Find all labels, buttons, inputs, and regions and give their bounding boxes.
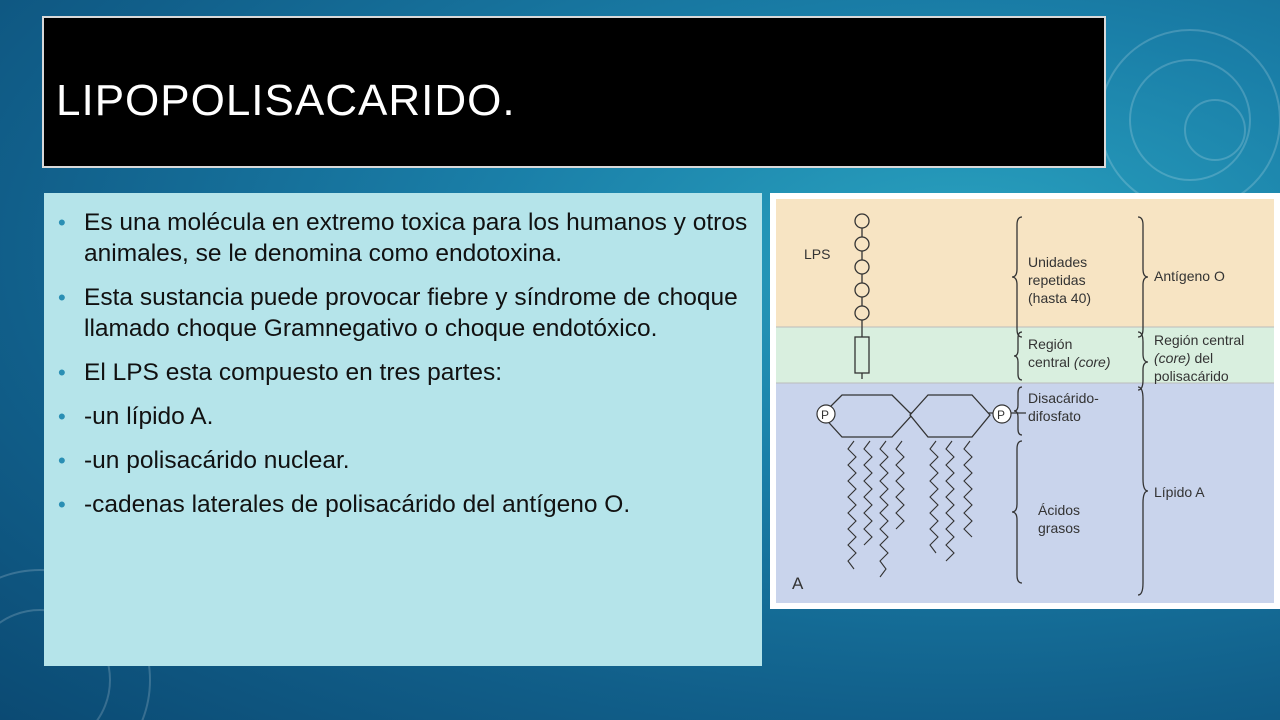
label-disacarido-1: Disacárido- xyxy=(1028,390,1099,406)
bullet-dot-icon: • xyxy=(58,360,66,385)
label-acidos-1: Ácidos xyxy=(1038,502,1081,518)
bullet-text: -un polisacárido nuclear. xyxy=(84,447,350,474)
lps-label: LPS xyxy=(804,246,831,262)
bullet-item xyxy=(56,357,756,388)
label-disacarido-2: difosfato xyxy=(1028,408,1081,424)
lps-diagram xyxy=(776,199,1274,603)
phosphate-left-label: P xyxy=(821,408,830,422)
bullet-text: Es una molécula en extremo toxica para los humanos y otros animales, se le denomina como endotoxina. xyxy=(84,209,748,267)
lps-figure xyxy=(770,193,1280,609)
bullet-text: -un lípido A. xyxy=(84,403,214,430)
label-region-central-1: Región central xyxy=(1154,332,1245,348)
phosphate-right-label: P xyxy=(997,408,1006,422)
label-lipido: Lípido A xyxy=(1154,484,1205,500)
bullet-dot-icon: • xyxy=(58,404,66,429)
label-region-central-3: polisacárido xyxy=(1154,368,1229,384)
bullet-item xyxy=(56,445,756,476)
label-region-2: central (core) xyxy=(1028,354,1111,370)
content-box xyxy=(44,193,762,666)
bullet-item xyxy=(56,282,756,344)
bullet-text: Esta sustancia puede provocar fiebre y síndrome de choque llamado choque Gramnegativo o choque endotóxico. xyxy=(84,284,738,342)
bullet-dot-icon: • xyxy=(58,448,66,473)
bullet-item xyxy=(56,207,756,269)
label-region-central-2: (core) del xyxy=(1154,350,1214,366)
bullet-text: -cadenas laterales de polisacárido del antígeno O. xyxy=(84,491,631,518)
label-region-1: Región xyxy=(1028,336,1073,352)
bullet-dot-icon: • xyxy=(58,492,66,517)
bullet-item xyxy=(56,401,756,432)
slide-title: LIPOPOLISACARIDO. xyxy=(56,76,516,125)
title-box xyxy=(42,16,1106,168)
label-unidades-2: repetidas xyxy=(1028,272,1086,288)
bullet-list xyxy=(56,207,756,533)
label-unidades-3: (hasta 40) xyxy=(1028,290,1092,306)
panel-letter: A xyxy=(792,574,804,593)
bullet-text: El LPS esta compuesto en tres partes: xyxy=(84,359,503,386)
bullet-dot-icon: • xyxy=(58,285,66,310)
label-acidos-2: grasos xyxy=(1038,520,1081,536)
label-unidades-1: Unidades xyxy=(1028,254,1088,270)
label-antigeno: Antígeno O xyxy=(1154,268,1225,284)
bullet-dot-icon: • xyxy=(58,210,66,235)
bullet-item xyxy=(56,489,756,520)
antigen-band xyxy=(776,199,1274,327)
